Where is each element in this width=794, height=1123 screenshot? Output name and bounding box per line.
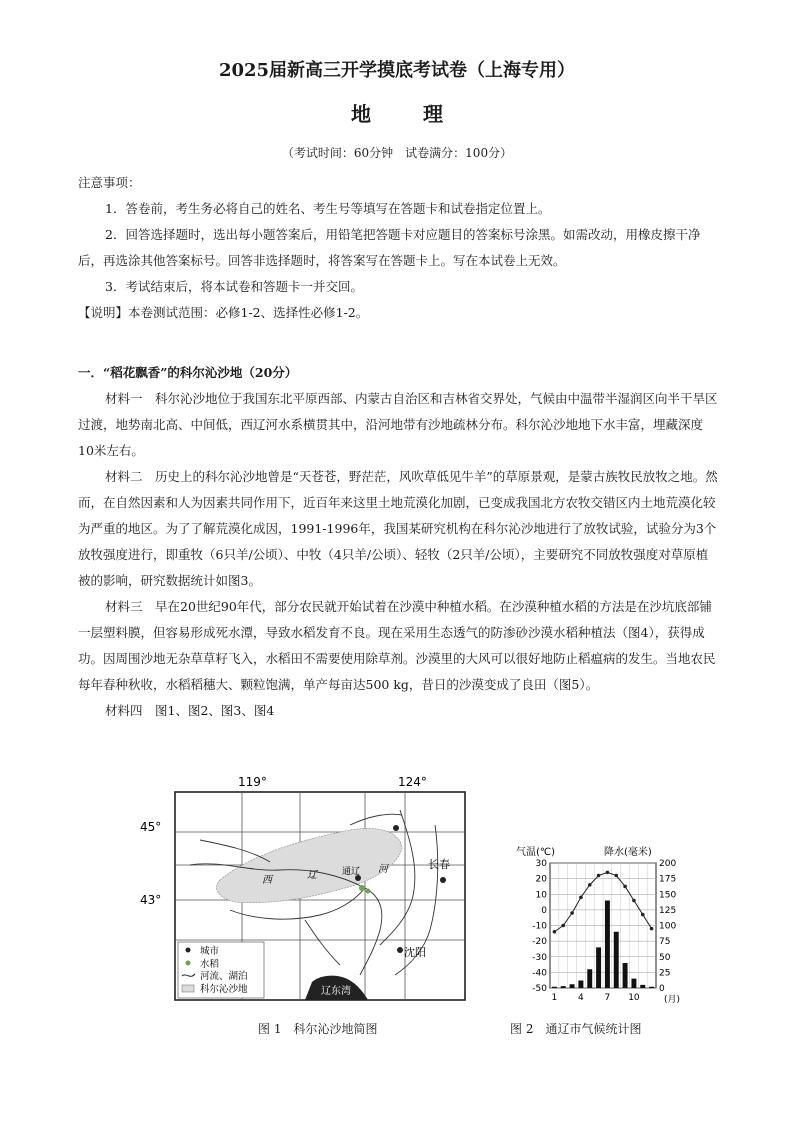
scope-note: 【说明】本卷测试范围：必修1-2、选择性必修1-2。 xyxy=(78,305,369,320)
fig2-caption: 图 2 通辽市气候统计图 xyxy=(510,1022,642,1036)
place-label: 长春 xyxy=(428,858,450,871)
temperature-point xyxy=(561,924,565,928)
precip-bar xyxy=(614,932,619,988)
lat-label: 45° xyxy=(140,820,162,834)
city-marker xyxy=(397,947,403,953)
rice-marker xyxy=(366,889,371,894)
note-item: 2．回答选择题时，选出每小题答案后，用铅笔把答题卡对应题目的答案标号涂黑。如需改动，用橡皮擦干净后，再选涂其他答案标号。回答非选择题时，将答案写在答题卡上。写在本试卷上无效。 xyxy=(78,227,701,268)
lat-label: 43° xyxy=(140,893,162,907)
right-tick-label: 50 xyxy=(659,952,671,963)
x-tick-label: 4 xyxy=(578,993,584,1003)
temperature-point xyxy=(632,899,636,903)
temperature-point xyxy=(597,874,601,878)
legend-label: 水稻 xyxy=(200,959,220,970)
precip-bar xyxy=(570,984,575,988)
legend-city-icon xyxy=(186,948,191,953)
temperature-point xyxy=(588,883,592,887)
subject-title: 地理 xyxy=(351,102,495,126)
temperature-point xyxy=(606,871,610,875)
keerqin-map xyxy=(140,770,470,1010)
material-paragraph: 材料二 历史上的科尔沁沙地曾是“天苍苍，野茫茫，风吹草低见牛羊”的草原景观，是蒙古族牧民放牧之地。然而，在自然因素和人为因素共同作用下，近百年来这里土地荒漠化加剧，已变成我国北方农牧交错区内土地荒漠化较为严重的地区。为了了解荒漠化成因，1991-1996年，我国某研究机构在科尔沁沙地进行了放牧试验，试验分为3个放牧强度进行，即重牧（6只羊/公顷）、中牧（4只羊/公顷）、轻牧（2只羊/公顷），主要研究不同放牧强度对草原植被的影响，研究数据统计如图3。 xyxy=(78,469,718,588)
precip-bar xyxy=(578,981,583,989)
place-label: 沈阳 xyxy=(404,946,426,959)
city-marker xyxy=(440,877,446,883)
left-tick-label: 10 xyxy=(535,890,547,901)
left-tick-label: 20 xyxy=(535,874,547,885)
figures-area xyxy=(78,770,718,1050)
place-label: 辽 xyxy=(307,870,317,881)
precip-bar xyxy=(631,979,636,988)
precip-bar xyxy=(552,987,557,988)
legend-sand-icon xyxy=(182,985,194,992)
right-tick-label: 75 xyxy=(659,937,671,948)
temperature-point xyxy=(579,896,583,900)
left-tick-label: -10 xyxy=(532,921,547,932)
exam-title: 2025届新高三开学摸底考试卷（上海专用） xyxy=(218,60,576,81)
right-axis-label: 降水(毫米) xyxy=(604,847,652,858)
left-tick-label: -40 xyxy=(532,968,547,979)
right-tick-label: 100 xyxy=(659,921,677,932)
note-item: 1．答卷前，考生务必将自己的姓名、考生号等填写在答题卡和试卷指定位置上。 xyxy=(105,201,551,216)
temperature-point xyxy=(553,930,557,934)
left-tick-label: 0 xyxy=(541,905,547,916)
right-tick-label: 125 xyxy=(659,905,677,916)
left-axis-label: 气温(℃) xyxy=(516,847,556,858)
climate-chart xyxy=(516,845,696,1005)
precip-bar xyxy=(561,986,566,988)
temperature-point xyxy=(623,885,627,889)
precip-bar xyxy=(587,969,592,988)
material-paragraph: 材料三 早在20世纪90年代，部分农民就开始试着在沙漠中种植水稻。在沙漠种植水稻的方法是在沙坑底部铺一层塑料膜，但容易形成死水潭，导致水稻发育不良。现在采用生态透气的防渗砂沙漠水稻种植法（图4），获得成功。因周围沙地无杂草草籽飞入，水稻田不需要使用除草剂。沙漠里的大风可以很好地防止稻瘟病的发生。当地农民每年春种秋收，水稻稻穗大、颗粒饱满，单产每亩达500 kg，昔日的沙漠变成了良田（图5）。 xyxy=(78,599,716,692)
precip-bar xyxy=(623,963,628,988)
fig1-caption: 图 1 科尔沁沙地简图 xyxy=(258,1022,378,1036)
legend-label: 城市 xyxy=(200,946,220,957)
place-label: 西 xyxy=(262,875,272,886)
lon-label: 124° xyxy=(398,775,427,789)
notes-block xyxy=(78,170,718,326)
left-tick-label: 30 xyxy=(535,859,547,869)
lon-label: 119° xyxy=(238,775,267,789)
exam-info: （考试时间：60分钟 试卷满分：100分） xyxy=(281,146,513,160)
material-paragraph: 材料一 科尔沁沙地位于我国东北平原西部、内蒙古自治区和吉林省交界处，气候由中温带半湿润区向半干旱区过渡，地势南北高、中间低，西辽河水系横贯其中，沿河地带有沙地疏林分布。科尔沁沙地地下水丰富，埋藏深度10米左右。 xyxy=(78,391,718,458)
right-tick-label: 25 xyxy=(659,968,671,979)
left-tick-label: -20 xyxy=(532,937,547,948)
notes-heading: 注意事项： xyxy=(78,175,141,190)
temperature-point xyxy=(570,911,574,915)
note-item: 3．考试结束后，将本试卷和答题卡一并交回。 xyxy=(105,279,363,294)
temperature-point xyxy=(650,927,654,931)
precip-bar xyxy=(649,987,654,988)
temperature-point xyxy=(641,913,645,917)
precip-bar xyxy=(605,901,610,989)
x-tick-label: 7 xyxy=(604,993,611,1003)
question-section xyxy=(78,360,718,724)
precip-bar xyxy=(596,947,601,988)
legend-label: 科尔沁沙地 xyxy=(200,984,248,995)
place-label: 河 xyxy=(378,864,388,875)
legend-label: 河流、湖泊 xyxy=(200,971,248,982)
legend-rice-icon xyxy=(186,961,191,966)
city-marker xyxy=(393,825,399,831)
right-tick-label: 200 xyxy=(659,859,677,869)
right-tick-label: 0 xyxy=(659,984,665,994)
x-tick-label: 10 xyxy=(628,993,640,1003)
section-title: 一．“稻花飘香”的科尔沁沙地（20分） xyxy=(78,365,298,380)
left-tick-label: -30 xyxy=(532,952,547,963)
place-label: 辽东湾 xyxy=(321,986,351,997)
temperature-point xyxy=(614,874,618,878)
x-unit-label: (月) xyxy=(664,995,681,1005)
x-tick-label: 1 xyxy=(551,993,558,1003)
left-tick-label: -50 xyxy=(532,984,547,994)
right-tick-label: 150 xyxy=(659,890,677,901)
place-label: 通辽 xyxy=(342,867,361,877)
rice-marker xyxy=(359,885,365,891)
precip-bar xyxy=(640,985,645,988)
material-paragraph: 材料四 图1、图2、图3、图4 xyxy=(105,703,275,718)
right-tick-label: 175 xyxy=(659,874,677,885)
